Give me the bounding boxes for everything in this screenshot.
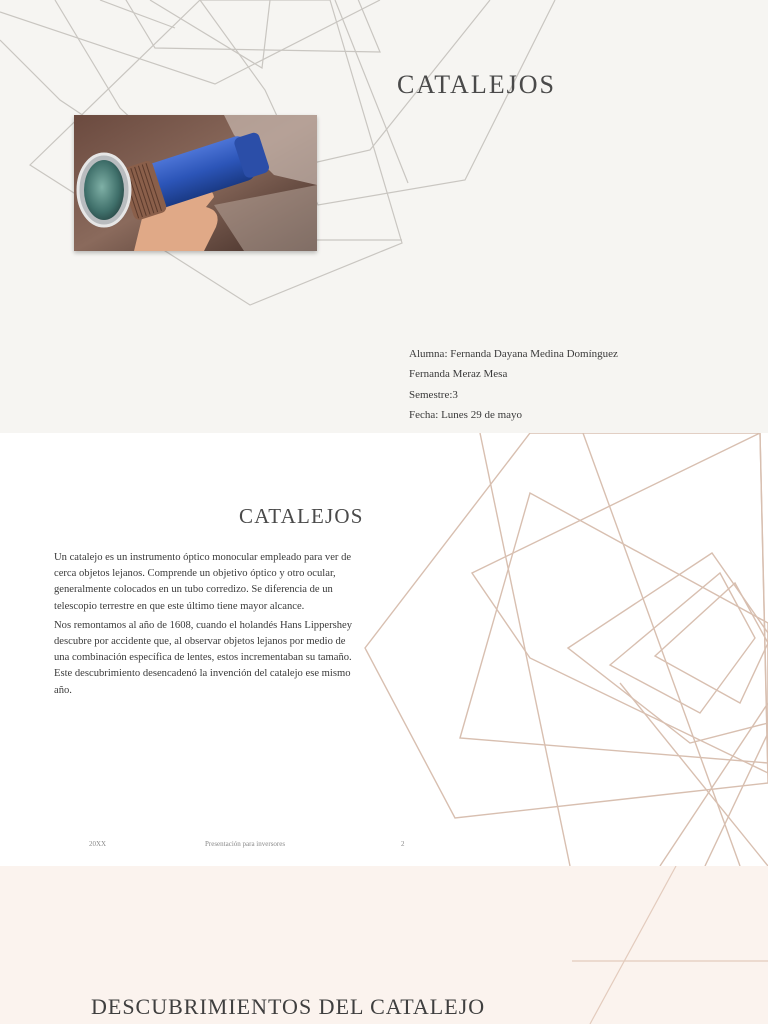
- semester: Semestre:3: [409, 388, 458, 401]
- footer-year: 20XX: [89, 840, 107, 848]
- slide-body: [54, 550, 354, 702]
- student-name: Alumna: Fernanda Dayana Medina Domínguez: [409, 348, 618, 360]
- date: Fecha: Lunes 29 de mayo: [409, 408, 523, 421]
- slide-2: [0, 433, 768, 866]
- paragraph: Nos remontamos al año de 1608, cuando el holandés Hans Lippershey descubre por accidente que, al observar objetos lejanos por medio de una combinación específica de lentes, estos incrementaban su tamaño. Este descubrimiento desencadenó la invención del catalejo ese mismo año.: [54, 619, 353, 696]
- student-name-2: Fernanda Meraz Mesa: [409, 368, 508, 381]
- slide-title: CATALEJOS: [239, 504, 364, 528]
- author-info: [409, 344, 618, 425]
- slide-1: [0, 0, 768, 433]
- telescope-photo: [74, 115, 317, 251]
- footer-label: Presentación para inversores: [205, 840, 286, 848]
- slide-3: [0, 866, 768, 1024]
- paragraph: Un catalejo es un instrumento óptico monocular empleado para ver de cerca objetos lejanos. Comprende un objetivo óptico y otro ocular, generalmente colocados en un tubo corredizo. Se diferencia de un telescopio terrestre en que este último tiene mayor alcance.: [54, 552, 352, 612]
- slide-title: CATALEJOS: [397, 70, 556, 99]
- slide-title: DESCUBRIMIENTOS DEL CATALEJO: [91, 994, 486, 1019]
- footer-page-number: 2: [401, 840, 405, 848]
